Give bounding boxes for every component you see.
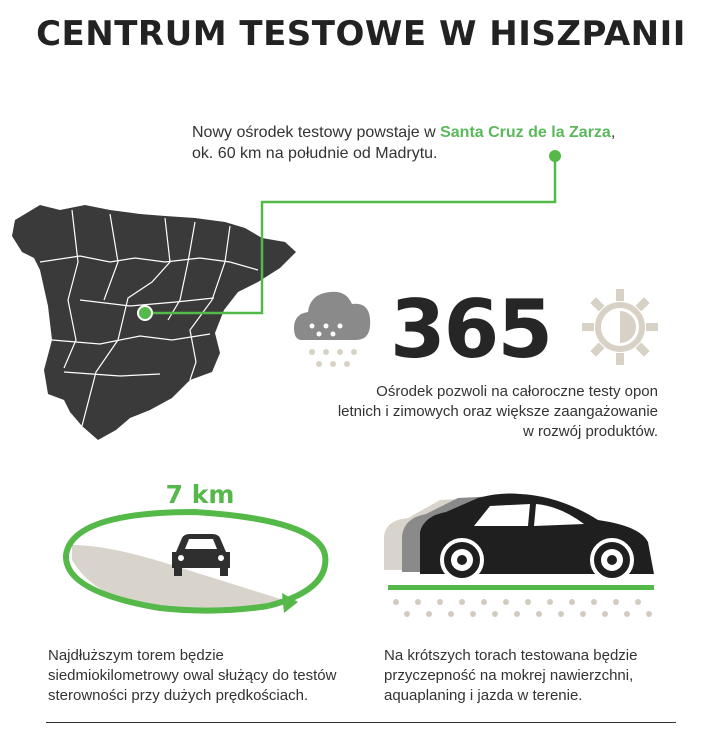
- bottom-divider: [46, 722, 676, 723]
- sun-icon: [582, 289, 658, 365]
- short-tracks-description: [384, 646, 684, 706]
- page-title: CENTRUM TESTOWE W HISZPANII: [36, 14, 686, 54]
- days-count: 365: [390, 283, 551, 376]
- rain-cloud-icon: [294, 292, 370, 367]
- testing-text-line: letnich i zimowych oraz większe zaangażowanie: [337, 403, 658, 420]
- oval-text-line: Najdłuższym torem będzie: [48, 647, 224, 664]
- short-tracks-text-line: przyczepność na mokrej nawierzchni,: [384, 667, 634, 684]
- testing-text-line: Ośrodek pozwoli na całoroczne testy opon: [376, 383, 658, 400]
- car-silhouettes-icon: [384, 494, 654, 591]
- oval-length-label: 7 km: [165, 480, 235, 509]
- car-icon: [172, 534, 230, 576]
- testing-description: [300, 382, 658, 442]
- testing-text-line: w rozwój produktów.: [522, 423, 658, 440]
- oval-text-line: siedmiokilometrowy owal służący do testów: [48, 667, 337, 684]
- oval-description: [48, 646, 348, 706]
- location-marker: [138, 306, 152, 320]
- short-tracks-text-line: aquaplaning i jazda w terenie.: [384, 687, 583, 704]
- water-drops-icon: [393, 599, 652, 617]
- short-tracks-text-line: Na krótszych torach testowana będzie: [384, 647, 638, 664]
- road-line: [388, 585, 654, 590]
- location-place-name: Santa Cruz de la Zarza: [440, 124, 611, 141]
- location-text-prefix: Nowy ośrodek testowy powstaje w: [192, 124, 441, 141]
- location-text-suffix: ,: [610, 124, 616, 141]
- location-text-line2: ok. 60 km na południe od Madrytu.: [192, 145, 438, 162]
- map-of-spain-icon: [12, 205, 296, 440]
- connector-end-dot: [549, 150, 561, 162]
- oval-text-line: sterowności przy dużych prędkościach.: [48, 687, 309, 704]
